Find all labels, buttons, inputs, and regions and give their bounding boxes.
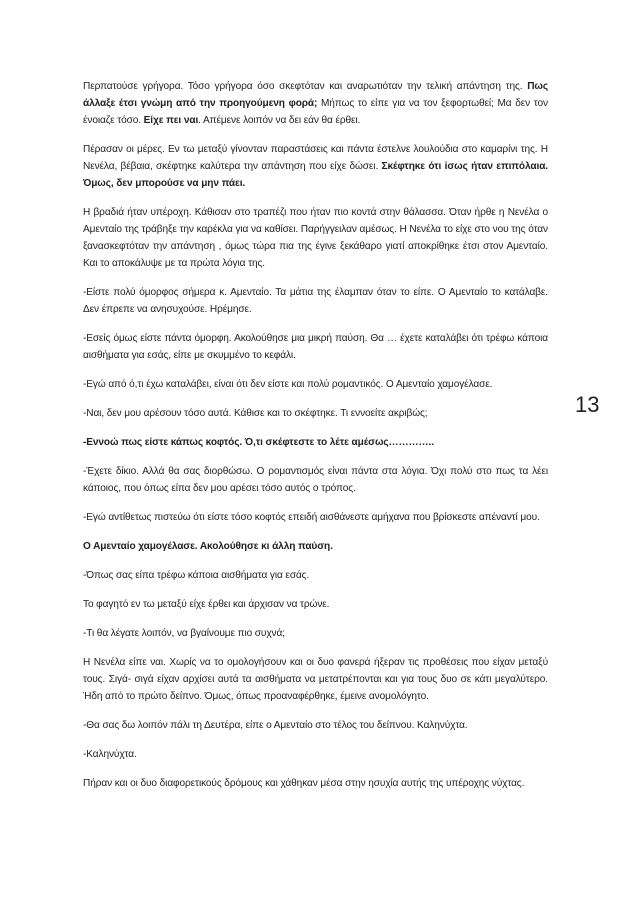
bold-text-run: -Εννοώ πως είστε κάπως κοφτός. Ό,τι σκέφτεστε το λέτε αμέσως………….. [83,437,434,448]
paragraph [83,284,548,318]
text-run: Το φαγητό εν τω μεταξύ είχε έρθει και άρχισαν να τρώνε. [83,599,330,610]
text-run: . Απέμενε λοιπόν να δει εάν θα έρθει. [198,115,361,126]
paragraph [83,434,548,451]
text-run: -Όπως σας είπα τρέφω κάποια αισθήματα για εσάς. [83,570,310,581]
bold-text-run: Είχε πει ναι [143,115,199,126]
paragraph [83,746,548,763]
text-run: -Καληνύχτα. [83,749,137,760]
paragraph [83,717,548,734]
text-run: Μήπως το είπε για να τον ξεφορτωθεί; Μα δεν τον ένοιαζε τόσο. [83,98,548,126]
text-run: -Είστε πολύ όμορφος σήμερα κ. Αμενταίο. Τα μάτια της έλαμπαν όταν το είπε. Ο Αμενταίο το κατάλαβε. Δεν έπρεπε να ανησυχούσε. Ηρέμησε. [83,287,548,315]
paragraph [83,405,548,422]
paragraph [83,376,548,393]
paragraph [83,625,548,642]
text-run: Πέρασαν οι μέρες. Εν τω μεταξύ γίνονταν παραστάσεις και πάντα έστελνε λουλούδια στο καμαρίνι της. Η Νενέλα, βέβαια, σκέφτηκε καλύτερα την απάντηση που είχε δώσει. [83,144,548,172]
paragraph [83,509,548,526]
text-run: Πήραν και οι δυο διαφορετικούς δρόμους και χάθηκαν μέσα στην ησυχία αυτής της υπέροχης νύχτας. [83,778,525,789]
text-run: -Έχετε δίκιο. Αλλά θα σας διορθώσω. Ο ρομαντισμός είναι πάντα στα λόγια. Όχι πολύ στο πως τα λέει κάποιος, που όπως είπα δεν μου αρέσει τόσο αυτός ο τρόπος. [83,466,548,494]
text-run: Η βραδιά ήταν υπέροχη. Κάθισαν στο τραπέζι που ήταν πιο κοντά στην θάλασσα. Όταν ήρθε η Νενέλα ο Αμενταίο της τράβηξε την καρέκλα για να καθίσει. Παρήγγειλαν αμέσως. Η Νενέλα το είχε στο νου της όταν ξανασκεφτόταν την απάντηση , όμως τώρα πια της έγινε ξεκάθαρο γιατί αποκρίθηκε έτσι στον Αμενταίο. Και το αποκάλυψε με τα πρώτα λόγια της. [83,207,548,269]
paragraph [83,654,548,705]
paragraph [83,596,548,613]
paragraph [83,204,548,272]
bold-text-run: Σκέφτηκε ότι ίσως ήταν επιπόλαια. Όμως, δεν μπορούσε να μην πάει. [83,161,548,189]
text-run: Η Νενέλα είπε ναι. Χωρίς να το ομολογήσουν και οι δυο φανερά ήξεραν τις προθέσεις που είχαν μεταξύ τους. Σιγά- σιγά είχαν αρχίσει αυτά τα αισθήματα να μετατρέπονται και για τους δυο σε κάτι μεγαλύτερο. Ήδη από το πρώτο δείπνο. Όμως, όπως προαναφέρθηκε, έμεινε ανομολόγητο. [83,657,548,702]
document-body [83,78,548,804]
text-run: -Θα σας δω λοιπόν πάλι τη Δευτέρα, είπε ο Αμενταίο στο τέλος του δείπνου. Καληνύχτα. [83,720,468,731]
text-run: -Ναι, δεν μου αρέσουν τόσο αυτά. Κάθισε και το σκέφτηκε. Τι εννοείτε ακριβώς; [83,408,428,419]
bold-text-run: Πως άλλαξε έτσι γνώμη από την προηγούμενη φορά; [83,81,548,109]
paragraph [83,463,548,497]
paragraph [83,567,548,584]
bold-text-run: Ο Αμενταίο χαμογέλασε. Ακολούθησε κι άλλη παύση. [83,541,333,552]
text-run: -Εσείς όμως είστε πάντα όμορφη. Ακολούθησε μια μικρή παύση. Θα … έχετε καταλάβει ότι τρέφω κάποια αισθήματα για εσάς, είπε με σκυμμένο το κεφάλι. [83,333,548,361]
text-run: Περπατούσε γρήγορα. Τόσο γρήγορα όσο σκεφτόταν και αναρωτιόταν την τελική απάντηση της. [83,81,528,92]
paragraph [83,330,548,364]
text-run: -Εγώ αντίθετως πιστεύω ότι είστε τόσο κοφτός επειδή αισθάνεστε αμήχανα που βρίσκεστε απέναντί μου. [83,512,540,523]
text-run: -Εγώ από ό,τι έχω καταλάβει, είναι ότι δεν είστε και πολύ ρομαντικός. Ο Αμενταίο χαμογέλασε. [83,379,493,390]
text-run: -Τι θα λέγατε λοιπόν, να βγαίνουμε πιο συχνά; [83,628,285,639]
paragraph [83,141,548,192]
page-number: 13 [575,392,600,417]
paragraph [83,78,548,129]
paragraph [83,775,548,792]
paragraph [83,538,548,555]
